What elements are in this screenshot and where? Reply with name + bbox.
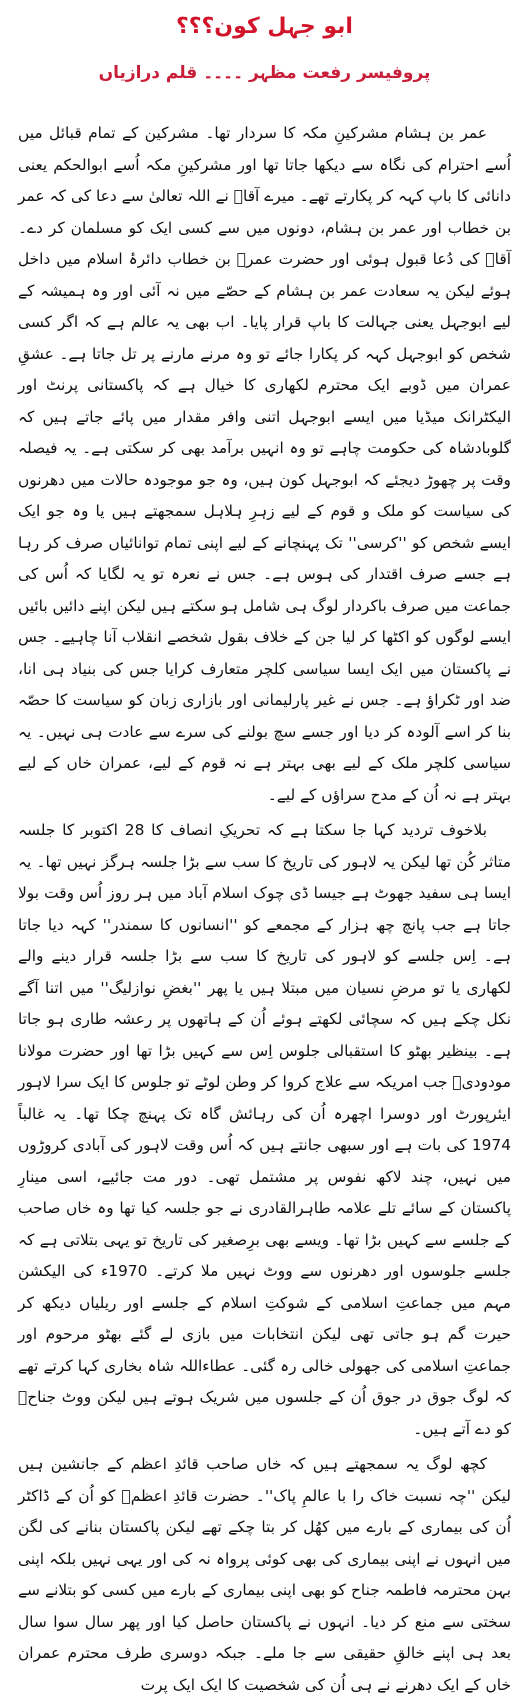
article-title: ابو جہل کون؟؟؟ xyxy=(176,14,353,39)
article-paragraph: بلاخوف تردید کہا جا سکتا ہے کہ تحریکِ انصاف کا 28 اکتوبر کا جلسہ متاثر کُن تھا لیکن یہ لاہور کی تاریخ کا سب سے بڑا جلسہ ہرگز نہیں تھا۔ یہ ایسا ہی سفید جھوٹ ہے جیسا ڈی چوک اسلام آباد میں ہر روز اُس وقت بولا جاتا ہے جب پانچ چھ ہزار کے مجمعے کو ''انسانوں کا سمندر'' کہہ دیا جاتا ہے۔ اِس جلسے کو لاہور کی تاریخ کا سب سے بڑا جلسہ قرار دینے والے لکھاری یا تو مرضِ نسیان میں مبتلا ہیں یا پھر ''بغضِ نوازلیگ'' میں اتنا آگے نکل چکے ہیں کہ سچائی لکھتے ہوئے اُن کے ہاتھوں پر رعشہ طاری ہو جاتا ہے۔ بینظیر بھٹو کا استقبالی جلوس اِس سے کہیں بڑا تھا اور حضرت مولانا مودودیؒ جب امریکہ سے علاج کروا کر وطن لوٹے تو جلوس کا ایک سرا لاہور ایئرپورٹ اور دوسرا اچھرہ اُن کی رہائش گاہ تک پہنچ چکا تھا۔ یہ غالباً 1974 کی بات ہے اور سبھی جانتے ہیں کہ اُس وقت لاہور کی آبادی کروڑوں میں نہیں، چند لاکھ نفوس پر مشتمل تھی۔ دور مت جائیے، اسی مینارِ پاکستان کے سائے تلے علامہ طاہرالقادری نے جو جلسہ کیا تھا وہ خاں صاحب کے جلسے سے کہیں بڑا تھا۔ ویسے بھی برِصغیر کی تاریخ تو یہی بتلاتی ہے کہ جلسے جلوسوں اور دھرنوں سے ووٹ نہیں ملا کرتے۔ 1970ء کی الیکشن مہم میں جماعتِ اسلامی کے شوکتِ اسلام کے جلسے اور ریلیاں دیکھ کر حیرت گم ہو جاتی تھی لیکن انتخابات میں بازی لے گئے بھٹو مرحوم اور جماعتِ اسلامی کی جھولی خالی رہ گئی۔ عطاءاللہ شاہ بخاری کہا کرتے تھے کہ لوگ جوق در جوق اُن کے جلسوں میں شریک ہوتے ہیں لیکن ووٹ جناحؒ کو دے آتے ہیں۔ xyxy=(18,821,512,1438)
article-paragraph: عمر بن ہشام مشرکینِ مکہ کا سردار تھا۔ مشرکین کے تمام قبائل میں اُسے احترام کی نگاہ سے دیکھا جاتا تھا اور مشرکینِ مکہ اُسے ابوالحکم یعنی دانائی کا باپ کہہ کر پکارتے تھے۔ میرے آقاﷺ نے اللہ تعالیٰ سے دعا کی کہ عمر بن خطاب اور عمر بن ہشام، دونوں میں سے کسی ایک کو مسلمان کر دے۔ آقاﷺ کی دُعا قبول ہوئی اور حضرت عمرؓ بن خطاب دائرۂ اسلام میں داخل ہوئے لیکن یہ سعادت عمر بن ہشام کے حصّے میں نہ آئی اور وہ ہمیشہ کے لیے ابوجہل یعنی جہالت کا باپ قرار پایا۔ اب بھی یہ عالم ہے کہ اگر کسی شخص کو ابوجہل کہہ کر پکارا جائے تو وہ مرنے مارنے پر تل جاتا ہے۔ عشقِ عمران میں ڈوبے ایک محترم لکھاری کا خیال ہے کہ پاکستانی پرنٹ اور الیکٹرانک میڈیا میں ایسے ابوجہل اتنی وافر مقدار میں پائے جاتے ہیں کہ گلوبادشاہ کی حکومت چاہے تو وہ انہیں برآمد بھی کر سکتی ہے۔ یہ فیصلہ وقت پر چھوڑ دیجئے کہ ابوجہل کون ہیں، وہ جو موجودہ حالات میں دھرنوں کی سیاست کو ملک و قوم کے لیے زہرِ ہلاہل سمجھتے ہیں یا وہ جو ایک ایسے شخص کو ''کرسی'' تک پہنچانے کے لیے اپنی تمام توانائیاں صرف کر رہا ہے جسے صرف اقتدار کی ہوس ہے۔ جس نے نعرہ تو یہ لگایا کہ اُس کی جماعت میں صرف باکردار لوگ ہی شامل ہو سکتے ہیں لیکن اپنے دائیں بائیں ایسے لوگوں کو اکٹھا کر لیا جن کے خلاف بقول شخصے انقلاب آنا چاہیے۔ جس نے پاکستان میں ایک ایسا سیاسی کلچر متعارف کرایا جس کی بنیاد ہی انا، ضد اور ٹکراؤ ہے۔ جس نے غیر پارلیمانی اور بازاری زبان کو سیاست کا حصّہ بنا کر اسے آلودہ کر دیا اور جسے سچ بولنے کی سرے سے عادت ہی نہیں۔ یہ سیاسی کلچر ملک کے لیے بھی بہتر ہے نہ قوم کے لیے، عمران خاں کے لیے بہتر ہے نہ اُن کے مدح سراؤں کے لیے۔ xyxy=(18,124,511,804)
article-paragraph: کچھ لوگ یہ سمجھتے ہیں کہ خاں صاحب قائدِ اعظم کے جانشین ہیں لیکن ''چہ نسبت خاک را با عالمِ پاک''۔ حضرت قائدِ اعظمؒ کو اُن کے ڈاکٹر اُن کی بیماری کے بارے میں کھُل کر بتا چکے تھے لیکن پاکستان بنانے کی لگن میں انہوں نے اپنی بیماری کی بھی کوئی پرواہ نہ کی اور یہی نہیں بلکہ اپنی بہن محترمہ فاطمہ جناح کو بھی اپنی بیماری کے بارے میں کسی کو بتلانے سے سختی سے منع کر دیا۔ انہوں نے پاکستان حاصل کیا اور پھر سال سوا سال بعد ہی اپنے خالقِ حقیقی سے جا ملے۔ جبکہ دوسری طرف محترم عمران خاں کے ایک دھرنے نے ہی اُن کی شخصیت کا ایک ایک پرت xyxy=(18,1455,511,1694)
article-body xyxy=(18,118,511,1705)
article-byline: پروفیسر رفعت مظہر ۔۔۔۔ قلم درازیاں xyxy=(98,63,431,83)
